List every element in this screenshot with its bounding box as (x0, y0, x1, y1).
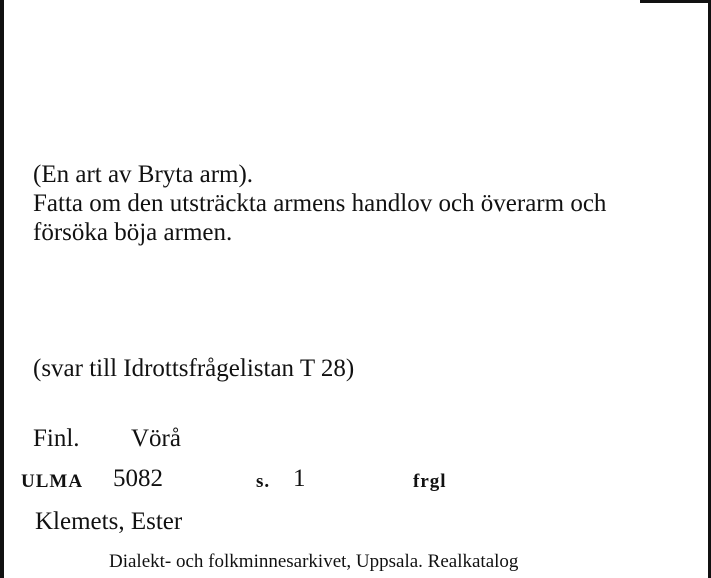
description-line-1: (En art av Bryta arm). (33, 161, 254, 188)
description-line-3: försöka böja armen. (33, 219, 233, 246)
informant-name: Klemets, Ester (35, 508, 183, 535)
archive-footer: Dialekt- och folkminnesarkivet, Uppsala. Realkatalog (109, 551, 519, 572)
description-line-2: Fatta om den utsträckta armens handlov och överarm och (33, 190, 607, 217)
page-label: s. (256, 471, 271, 492)
page-number: 1 (293, 465, 306, 492)
card-top-mark (640, 0, 711, 3)
place-parish: Vörå (131, 425, 181, 452)
card-description (33, 160, 606, 247)
source-note: (svar till Idrottsfrågelistan T 28) (33, 355, 355, 382)
card-left-border (0, 0, 4, 578)
record-type-label: frgl (413, 471, 447, 492)
collection-number: 5082 (113, 465, 163, 492)
place-country: Finl. (33, 425, 80, 452)
collection-label: ULMA (21, 471, 84, 492)
